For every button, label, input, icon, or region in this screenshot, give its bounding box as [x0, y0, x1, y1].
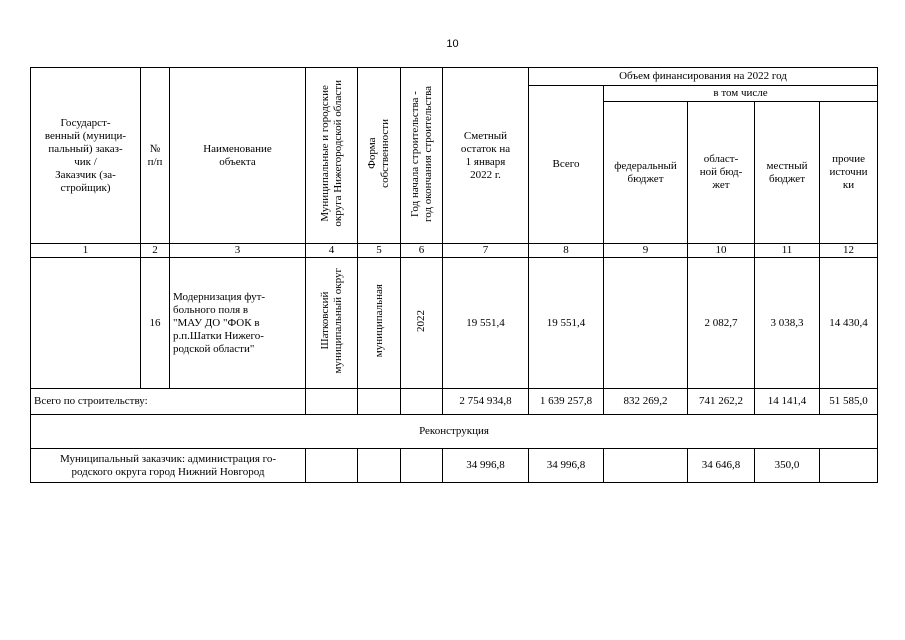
header-total: Всего — [529, 86, 604, 244]
cell-local: 3 038,3 — [755, 258, 820, 389]
section-title: Реконструкция — [31, 415, 878, 449]
column-number: 12 — [820, 244, 878, 258]
cell-federal — [604, 258, 688, 389]
table-row — [31, 449, 878, 483]
column-number: 2 — [141, 244, 170, 258]
header-local: местный бюджет — [755, 102, 820, 244]
cell-other: 51 585,0 — [820, 389, 878, 415]
page-number: 10 — [446, 38, 459, 50]
header-municipalities: Муниципальные и городские округа Нижегородской области — [306, 68, 358, 244]
header-estimate-balance: Сметный остаток на 1 января 2022 г. — [443, 68, 529, 244]
column-number: 1 — [31, 244, 141, 258]
column-number: 5 — [358, 244, 401, 258]
cell-other — [820, 449, 878, 483]
cell-estimate-balance: 19 551,4 — [443, 258, 529, 389]
header-regional: област- ной бюд- жет — [688, 102, 755, 244]
cell-federal: 832 269,2 — [604, 389, 688, 415]
header-customer: Государст- венный (муници- пальный) заказ- чик / Заказчик (за- стройщик) — [31, 68, 141, 244]
header-other: прочие источни ки — [820, 102, 878, 244]
column-number: 7 — [443, 244, 529, 258]
cell-customer — [31, 258, 141, 389]
construction-total-label: Всего по строительству: — [31, 389, 306, 415]
cell-ownership: муниципальная — [358, 258, 401, 389]
cell-number: 16 — [141, 258, 170, 389]
cell-estimate-balance: 34 996,8 — [443, 449, 529, 483]
header-federal: федеральный бюджет — [604, 102, 688, 244]
header-funding-group: Объем финансирования на 2022 год — [529, 68, 878, 86]
cell-total: 19 551,4 — [529, 258, 604, 389]
cell-other: 14 430,4 — [820, 258, 878, 389]
cell-total: 1 639 257,8 — [529, 389, 604, 415]
cell-municipality: Шатковский муниципальный округ — [306, 258, 358, 389]
table-row — [31, 258, 878, 389]
cell-regional: 741 262,2 — [688, 389, 755, 415]
column-number: 8 — [529, 244, 604, 258]
cell-years: 2022 — [401, 258, 443, 389]
header-including: в том числе — [604, 86, 878, 102]
cell-local: 14 141,4 — [755, 389, 820, 415]
cell-federal — [604, 449, 688, 483]
cell-object-name: Модернизация фут- больного поля в "МАУ ДО "ФОК в р.п.Шатки Нижего- родской области" — [170, 258, 306, 389]
cell-regional: 34 646,8 — [688, 449, 755, 483]
column-number: 11 — [755, 244, 820, 258]
column-number: 10 — [688, 244, 755, 258]
column-number: 4 — [306, 244, 358, 258]
table-row — [31, 389, 878, 415]
header-years: Год начала строительства - год окончания строительства — [401, 68, 443, 244]
column-number: 6 — [401, 244, 443, 258]
cell-local: 350,0 — [755, 449, 820, 483]
financing-table — [30, 67, 878, 483]
header-ownership: Форма собственности — [358, 68, 401, 244]
cell-total: 34 996,8 — [529, 449, 604, 483]
column-number: 3 — [170, 244, 306, 258]
header-object-name: Наименование объекта — [170, 68, 306, 244]
cell-regional: 2 082,7 — [688, 258, 755, 389]
customer-row-label: Муниципальный заказчик: администрация го- родского округа город Нижний Новгород — [31, 449, 306, 483]
cell-estimate-balance: 2 754 934,8 — [443, 389, 529, 415]
header-number: № п/п — [141, 68, 170, 244]
column-number: 9 — [604, 244, 688, 258]
